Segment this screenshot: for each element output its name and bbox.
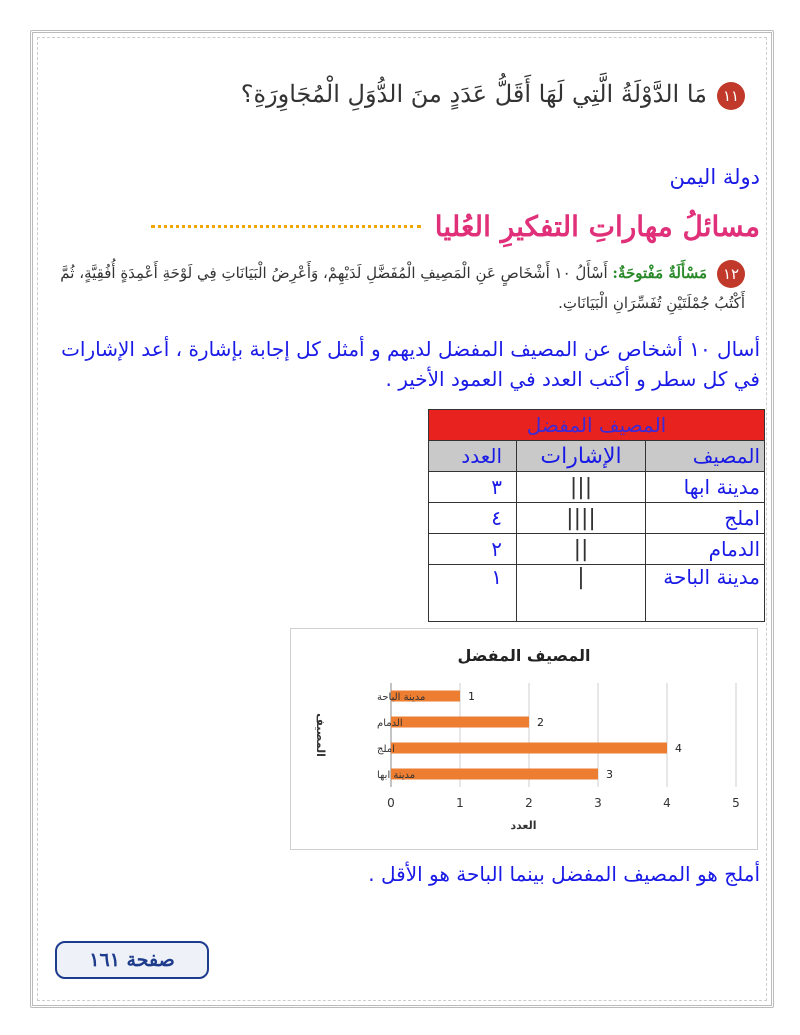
x-tick-label: 3 [594, 796, 602, 810]
row-name: املج [646, 503, 765, 534]
data-label: 3 [606, 768, 613, 781]
question-number-badge: ١٢ [717, 260, 745, 288]
table-row [429, 472, 765, 503]
question-11-text: مَا الدَّوْلَةُ الَّتِي لَهَا أَقَلُّ عَدَدٍ منَ الدُّوَلِ الْمُجَاوِرَةِ؟ [240, 80, 707, 108]
y-tick-label: مدينة ابها [377, 770, 416, 781]
y-tick-label: الدمام [377, 718, 403, 729]
instruction-text: أسال ١٠ أشخاص عن المصيف المفضل لديهم و أمثل كل إجابة بإشارة ، أعد الإشارات في كل سطر و أكتب العدد في العمود الأخير . [61, 337, 760, 391]
row-name: مدينة الباحة [646, 565, 765, 622]
bar-chart [290, 628, 758, 850]
x-tick-label: 1 [456, 796, 464, 810]
tally-table [428, 409, 765, 622]
row-tally: ||| [517, 472, 646, 503]
section-title: مسائلُ مهاراتِ التفكيرِ العُليا [434, 210, 760, 243]
x-tick-label: 4 [663, 796, 671, 810]
chart-title: المصيف المفضل [457, 646, 591, 665]
question-12-text: أَسْأَلُ ١٠ أَشْخَاصٍ عَنِ الْمَصِيفِ الْمُفَضَّلِ لَدَيْهِمْ، وَأَعْرِضُ الْبَيَانَاتِ فِي لَوْحَةِ أَعْمِدَةٍ أُفُقِيَّةٍ، ثُمَّ أَكْتُبُ جُمْلَتَيْنِ تُفَسِّرَانِ الْبَيَانَاتِ. [60, 264, 745, 312]
row-tally: | [517, 565, 646, 622]
chart-svg [291, 629, 757, 849]
page-number-box: صفحة ١٦١ [55, 941, 209, 979]
row-count: ٣ [429, 472, 517, 503]
row-name: مدينة ابها [646, 472, 765, 503]
section-header [40, 210, 760, 250]
header-name: المصيف [646, 441, 765, 472]
data-label: 2 [537, 716, 544, 729]
question-12 [55, 258, 745, 318]
bar [391, 769, 598, 780]
x-tick-label: 2 [525, 796, 533, 810]
data-label: 4 [675, 742, 682, 755]
table-row [429, 503, 765, 534]
data-label: 1 [468, 690, 475, 703]
question-number-badge: ١١ [717, 82, 745, 110]
header-tally: الإشارات [517, 441, 646, 472]
row-count: ٢ [429, 534, 517, 565]
question-11 [95, 72, 745, 116]
table-title: المصيف المفضل [429, 410, 765, 441]
row-count: ١ [429, 565, 517, 622]
y-tick-label: املج [377, 744, 395, 755]
x-axis-label: العدد [510, 819, 537, 832]
row-name: الدمام [646, 534, 765, 565]
row-count: ٤ [429, 503, 517, 534]
y-axis-label: المصيف [314, 713, 327, 757]
open-problem-label: مَسْأَلَةٌ مَفْتوحَةٌ: [612, 264, 707, 282]
table-row [429, 565, 765, 622]
x-tick-label: 5 [732, 796, 740, 810]
row-tally: |||| [517, 503, 646, 534]
bar [391, 743, 667, 754]
bar [391, 717, 529, 728]
table-row [429, 534, 765, 565]
header-count: العدد [429, 441, 517, 472]
row-tally: || [517, 534, 646, 565]
dotted-divider [151, 225, 421, 228]
y-tick-label: مدينة الباحة [377, 692, 426, 703]
conclusion-text: أملج هو المصيف المفضل بينما الباحة هو الأقل . [368, 862, 760, 886]
question-11-answer: دولة اليمن [669, 165, 760, 189]
x-tick-label: 0 [387, 796, 395, 810]
